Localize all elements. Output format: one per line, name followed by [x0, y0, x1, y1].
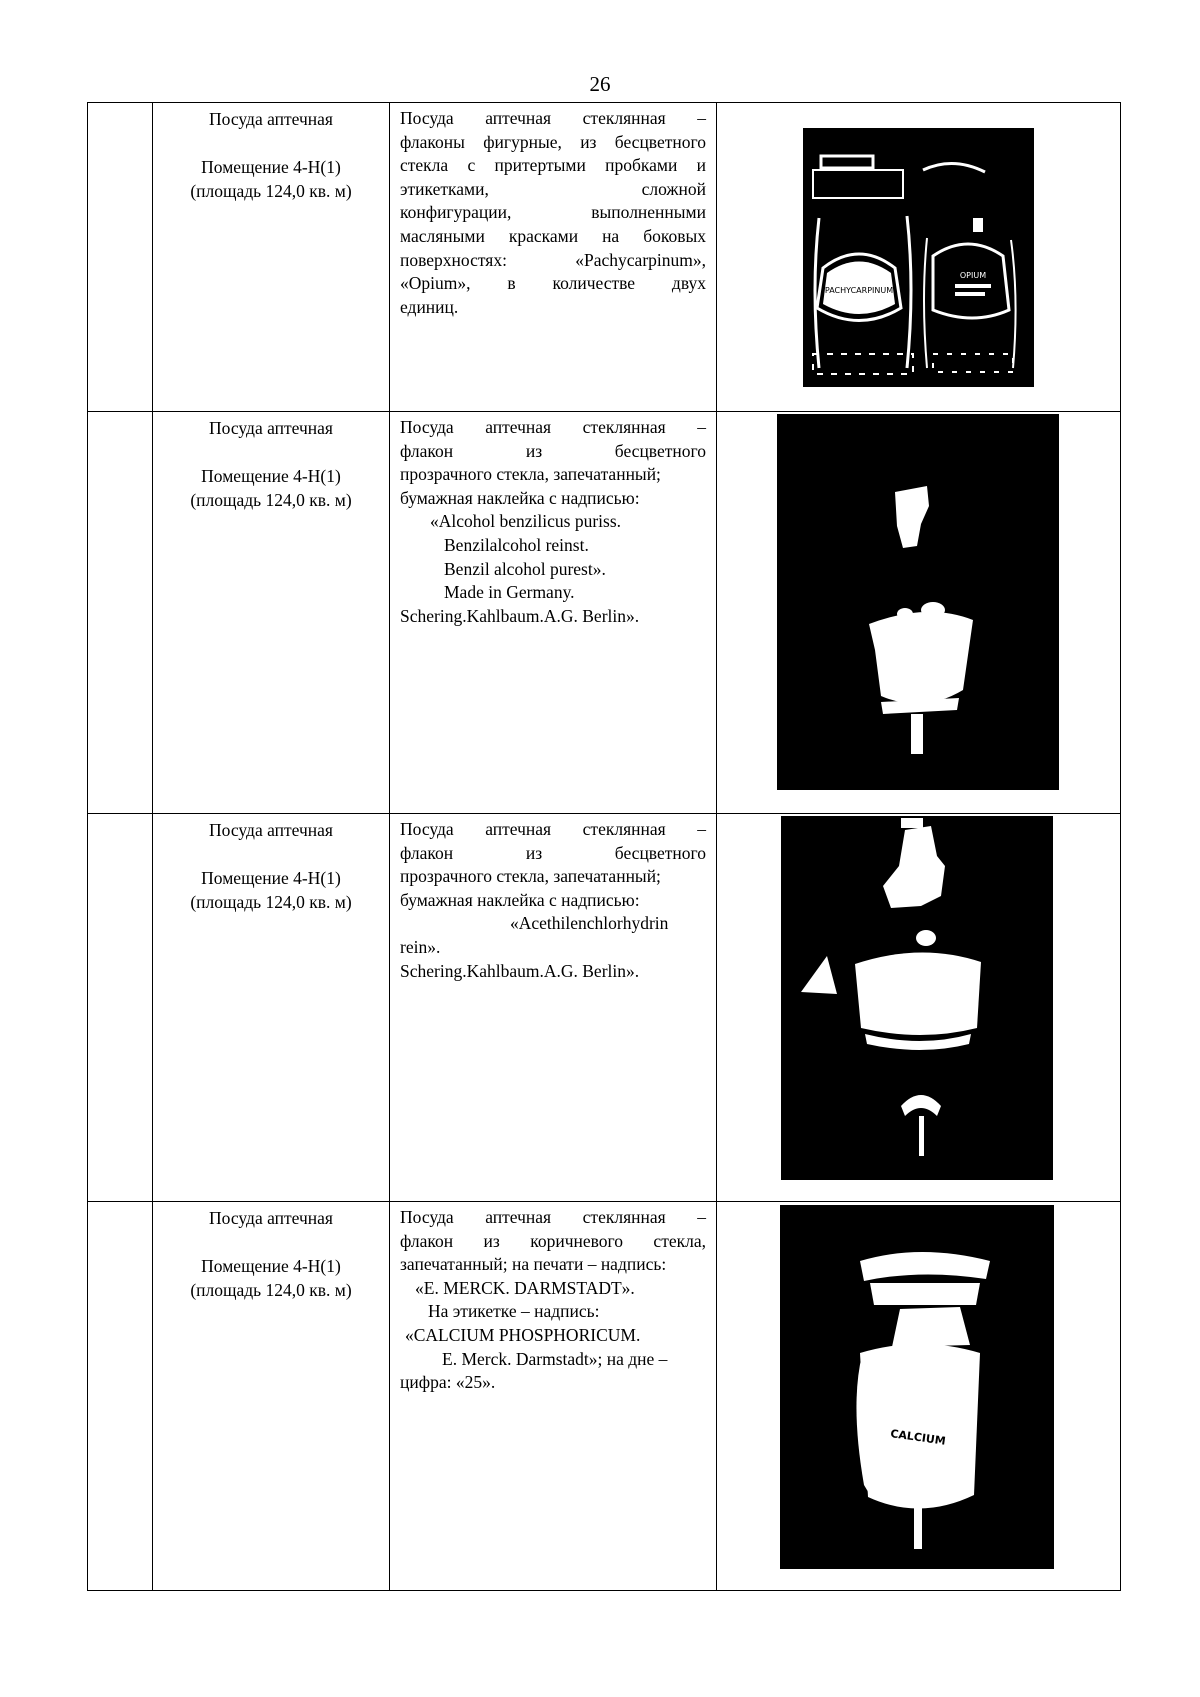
desc-line: прозрачного стекла, запечатанный;	[400, 464, 661, 485]
label-text: PACHYCARPINUM	[824, 286, 894, 295]
desc-line: Посуда аптечная стеклянная –	[400, 1207, 706, 1227]
inventory-table	[87, 102, 1121, 1591]
desc-line: «Opium», в количестве двух	[400, 273, 706, 294]
photo-bottles-pair	[803, 128, 1034, 387]
desc-line: единиц.	[400, 296, 459, 317]
photo-cell	[717, 103, 1121, 412]
table-row	[88, 814, 1121, 1202]
desc-line: поверхностях: «Pachycarpinum»,	[400, 249, 706, 270]
photo-cell	[717, 412, 1121, 814]
desc-line: «E. MERCK. DARMSTADT».	[415, 1277, 635, 1298]
item-room: Помещение 4-Н(1)	[201, 868, 341, 888]
index-cell	[88, 1202, 153, 1591]
item-name: Посуда аптечная	[209, 418, 333, 438]
desc-line: цифра: «25».	[400, 1372, 496, 1393]
desc-line: «Alcohol benzilicus puriss.	[430, 511, 622, 532]
photo-bottle-benzil	[777, 414, 1059, 790]
photo-bottle-calcium	[780, 1205, 1054, 1569]
desc-line: флакон из бесцветного	[400, 842, 706, 863]
desc-line: бумажная наклейка с надписью:	[400, 487, 640, 508]
desc-line: rein».	[400, 936, 441, 957]
desc-line: флакон из коричневого стекла,	[400, 1230, 706, 1251]
table-row	[88, 412, 1121, 814]
desc-line: флакон из бесцветного	[400, 440, 706, 461]
item-name: Посуда аптечная	[209, 1208, 333, 1228]
item-area: (площадь 124,0 кв. м)	[190, 892, 352, 912]
desc-line: прозрачного стекла, запечатанный;	[400, 866, 661, 887]
item-name: Посуда аптечная	[209, 109, 333, 129]
page-number: 26	[589, 72, 611, 96]
description-cell	[390, 814, 717, 1202]
label-text: CALCIUM	[889, 1427, 947, 1448]
desc-line: масляными красками на боковых	[400, 225, 706, 246]
desc-line: Schering.Kahlbaum.A.G. Berlin».	[400, 960, 640, 981]
desc-line: бумажная наклейка с надписью:	[400, 889, 640, 910]
index-cell	[88, 103, 153, 412]
photo-cell	[717, 1202, 1121, 1591]
desc-line: конфигурации, выполненными	[400, 202, 706, 223]
desc-line: E. Merck. Darmstadt»; на дне –	[442, 1348, 668, 1369]
desc-line: Benzil alcohol purest».	[444, 558, 606, 579]
index-cell	[88, 412, 153, 814]
desc-line: Benzilalcohol reinst.	[444, 534, 589, 555]
desc-line: флаконы фигурные, из бесцветного	[400, 131, 706, 152]
desc-line: запечатанный; на печати – надпись:	[400, 1254, 667, 1275]
desc-line: этикетками, сложной	[400, 178, 706, 199]
desc-line: стекла с притертыми пробками и	[400, 155, 706, 176]
description-cell	[390, 412, 717, 814]
photo-bottle-acethilen	[781, 816, 1053, 1180]
name-cell	[153, 814, 390, 1202]
label-text: OPIUM	[959, 271, 987, 280]
name-cell	[153, 412, 390, 814]
desc-line: Посуда аптечная стеклянная –	[400, 819, 706, 839]
desc-line: «CALCIUM PHOSPHORICUM.	[405, 1324, 641, 1345]
item-room: Помещение 4-Н(1)	[201, 1256, 341, 1276]
desc-line: «Acethilenchlorhydrin	[510, 913, 669, 934]
description-cell	[390, 103, 717, 412]
item-area: (площадь 124,0 кв. м)	[190, 181, 352, 201]
description-cell	[390, 1202, 717, 1591]
table-row	[88, 103, 1121, 412]
table-row	[88, 1202, 1121, 1591]
photo-cell	[717, 814, 1121, 1202]
index-cell	[88, 814, 153, 1202]
item-area: (площадь 124,0 кв. м)	[190, 1280, 352, 1300]
item-room: Помещение 4-Н(1)	[201, 466, 341, 486]
item-name: Посуда аптечная	[209, 820, 333, 840]
name-cell	[153, 1202, 390, 1591]
desc-line: Посуда аптечная стеклянная –	[400, 417, 706, 437]
desc-line: На этикетке – надпись:	[428, 1301, 600, 1322]
desc-line: Schering.Kahlbaum.A.G. Berlin».	[400, 605, 640, 626]
name-cell	[153, 103, 390, 412]
desc-line: Посуда аптечная стеклянная –	[400, 108, 706, 128]
item-room: Помещение 4-Н(1)	[201, 157, 341, 177]
desc-line: Made in Germany.	[444, 582, 575, 603]
item-area: (площадь 124,0 кв. м)	[190, 490, 352, 510]
